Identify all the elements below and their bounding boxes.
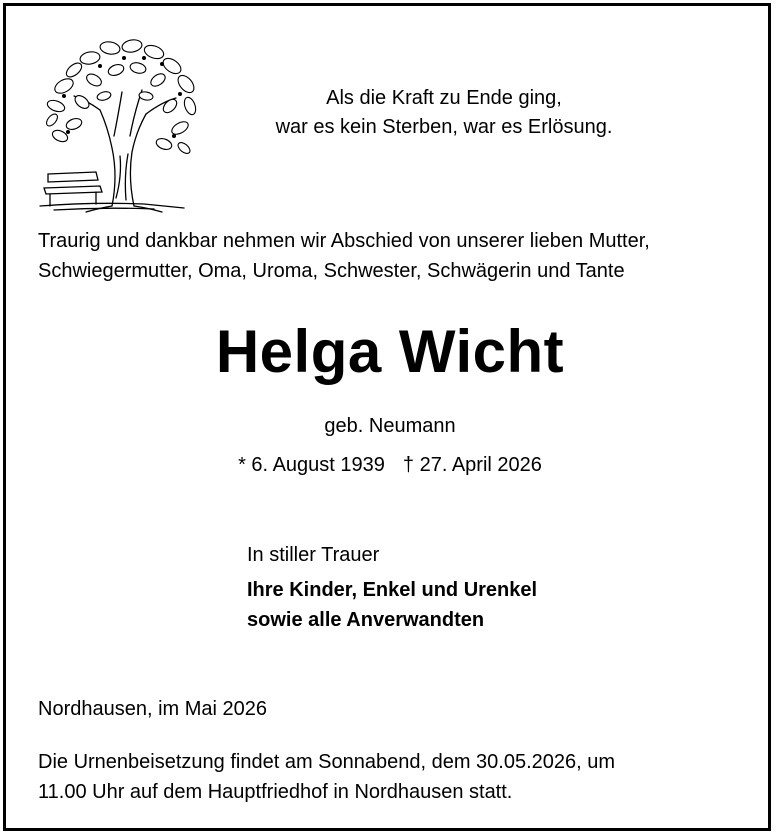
- intro-line-2: Schwiegermutter, Oma, Uroma, Schwester, Schwägerin und Tante: [38, 260, 625, 282]
- funeral-line-1: Die Urnenbeisetzung findet am Sonnabend, dem 30.05.2026, um: [38, 751, 616, 773]
- memorial-quote: [240, 84, 648, 142]
- mourning-label: In stiller Trauer: [247, 544, 380, 566]
- death-date: † 27. April 2026: [402, 454, 542, 476]
- birth-name: geb. Neumann: [324, 415, 456, 437]
- tree-with-bench-icon: [34, 36, 206, 214]
- mourners-list: [247, 575, 667, 635]
- life-dates: [0, 451, 780, 479]
- intro-text: [38, 226, 738, 286]
- birth-date: * 6. August 1939: [238, 454, 385, 476]
- quote-line-2: war es kein Sterben, war es Erlösung.: [275, 116, 613, 138]
- intro-line-1: Traurig und dankbar nehmen wir Abschied von unserer lieben Mutter,: [38, 230, 650, 252]
- funeral-line-2: 11.00 Uhr auf dem Hauptfriedhof in Nordhausen statt.: [38, 781, 513, 803]
- place-and-date: Nordhausen, im Mai 2026: [38, 698, 268, 720]
- quote-line-1: Als die Kraft zu Ende ging,: [326, 87, 562, 109]
- deceased-name: Helga Wicht: [215, 318, 565, 385]
- mourners-line-2: sowie alle Anverwandten: [247, 609, 485, 631]
- funeral-notice: [38, 747, 738, 807]
- mourners-line-1: Ihre Kinder, Enkel und Urenkel: [247, 579, 538, 601]
